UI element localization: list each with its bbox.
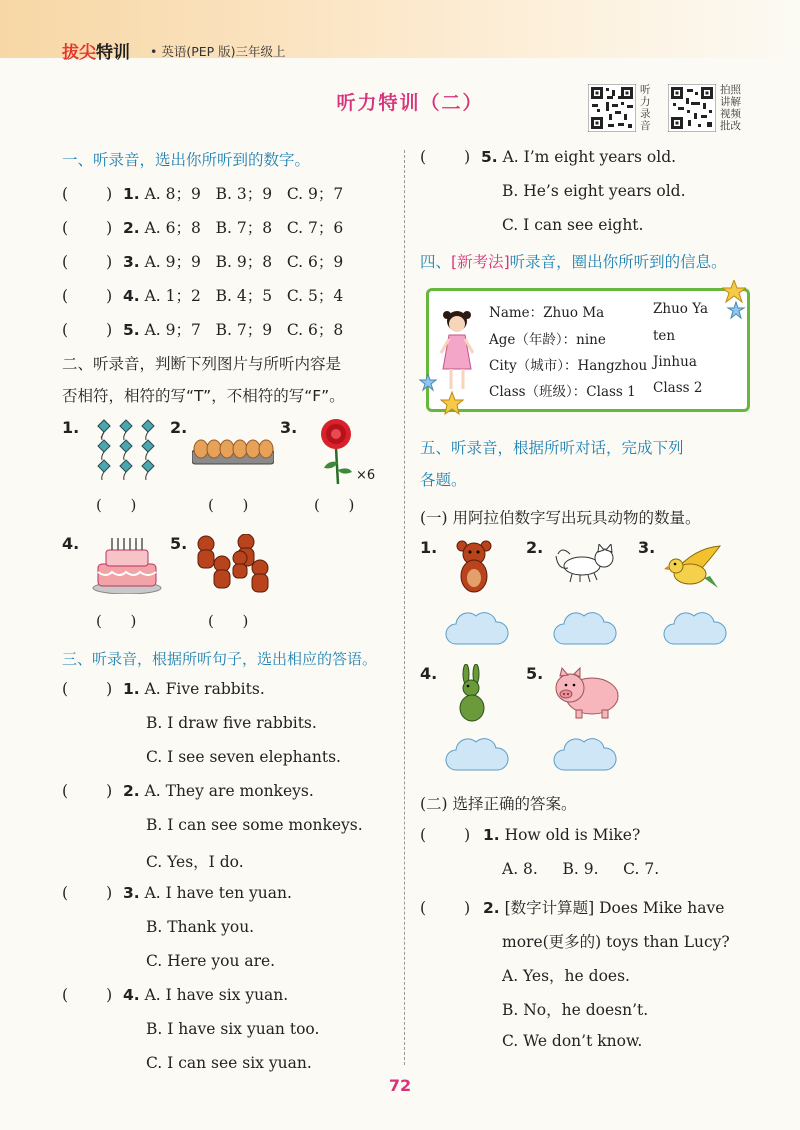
qr-code-icon [668, 84, 716, 132]
question-number: 5. [480, 148, 498, 166]
bears-picture [192, 534, 278, 598]
option-b: B. 9；8 [215, 253, 273, 271]
pic-number: 2. [170, 418, 188, 437]
section4-prefix: 四、 [420, 253, 452, 271]
question-text-line2: more(更多的) toys than Lucy? [502, 933, 730, 951]
option-a: A. They are monkeys. [144, 782, 314, 800]
option-c: C. I can see six yuan. [146, 1054, 312, 1072]
qr-code-video[interactable] [668, 84, 716, 132]
info-card [426, 288, 750, 412]
card-name-alt[interactable]: Zhuo Ya [653, 301, 709, 317]
page-title: 听力特训（二） [336, 92, 484, 114]
answer-cloud[interactable] [552, 612, 618, 648]
option-a: A. 8；9 [144, 185, 201, 203]
option-b: B. I draw five rabbits. [146, 714, 317, 732]
star-icon [418, 374, 464, 418]
answer-blank[interactable]: ( ) [314, 496, 355, 514]
answer-cloud[interactable] [444, 738, 510, 774]
answer-blank[interactable]: ( ) [420, 148, 471, 166]
cake-picture [92, 536, 162, 594]
pic-number: 2. [526, 538, 544, 557]
option-a: A. 8. [502, 860, 538, 878]
option-b: B. No，he doesn’t. [502, 1001, 649, 1019]
answer-cloud[interactable] [552, 738, 618, 774]
brand-logo [62, 38, 130, 63]
option-c: C. 6；9 [286, 253, 344, 271]
answer-blank[interactable]: ( ) [420, 899, 471, 917]
question-number: 1. [122, 185, 140, 203]
option-b: B. Thank you. [146, 918, 255, 936]
answer-blank[interactable]: ( ) [62, 287, 113, 305]
bird-picture [664, 542, 726, 592]
question-number: 3. [122, 253, 140, 271]
part2-q1-options [502, 860, 659, 878]
option-c: C. Here you are. [146, 952, 276, 970]
answer-cloud[interactable] [444, 612, 510, 648]
s3-q2 [62, 782, 314, 800]
card-name-label: Name：Zhuo Ma [489, 305, 605, 321]
qr-code-icon [588, 84, 636, 132]
option-b: B. 4；5 [215, 287, 273, 305]
bear-picture [454, 540, 494, 594]
cat-picture [552, 544, 618, 584]
card-age-label: Age（年龄）：nine [489, 332, 606, 348]
option-a: A. 9；9 [144, 253, 201, 271]
option-b: B. 9. [562, 860, 599, 878]
qr-label-audio: 听力录音 [640, 84, 651, 132]
question-number: 3. [122, 884, 140, 902]
option-c: C. I can see eight. [502, 216, 644, 234]
card-city-label: City（城市）：Hangzhou [489, 358, 648, 374]
option-b: B. I have six yuan too. [146, 1020, 320, 1038]
qr-label-video-text: 拍照讲解视频批改 [720, 84, 741, 132]
option-a: A. I have six yuan. [144, 986, 289, 1004]
option-b: B. I can see some monkeys. [146, 816, 363, 834]
answer-blank[interactable]: ( ) [208, 612, 249, 630]
answer-blank[interactable]: ( ) [62, 986, 113, 1004]
rabbit-picture [452, 664, 492, 724]
answer-blank[interactable]: ( ) [62, 884, 113, 902]
card-class-alt[interactable]: Class 2 [653, 380, 703, 396]
option-a: A. 1；2 [144, 287, 201, 305]
star-icon [722, 280, 746, 320]
part2-q1 [420, 826, 640, 844]
question-number: 2. [482, 899, 500, 917]
answer-blank[interactable]: ( ) [96, 612, 137, 630]
part1-heading: (一) 用阿拉伯数字写出玩具动物的数量。 [420, 509, 701, 527]
book-subject: • 英语(PEP 版)三年级上 [150, 44, 286, 59]
pic-number: 5. [526, 664, 544, 683]
question-number: 4. [122, 287, 140, 305]
flower-count-note: ×6 [356, 468, 376, 483]
section4-heading-text: 听录音，圈出你所听到的信息。 [509, 253, 727, 271]
brand-part1: 拔尖 [62, 43, 96, 63]
flower-picture [314, 418, 358, 486]
option-c: C. Yes，I do. [146, 853, 244, 871]
option-a: A. 6；8 [144, 219, 201, 237]
option-c: C. 7；6 [286, 219, 344, 237]
card-class-label: Class（班级）：Class 1 [489, 384, 636, 400]
eggs-picture [192, 436, 274, 466]
s3-q4 [62, 986, 288, 1004]
answer-blank[interactable]: ( ) [96, 496, 137, 514]
calculation-tag: [数字计算题] [504, 899, 595, 917]
column-divider [404, 150, 405, 1065]
page-number: 72 [388, 1076, 412, 1095]
s1-item-3 [62, 250, 343, 272]
question-number: 2. [122, 219, 140, 237]
answer-blank[interactable]: ( ) [62, 185, 113, 203]
part2-q2 [420, 896, 724, 918]
answer-blank[interactable]: ( ) [62, 253, 113, 271]
card-age-alt[interactable]: ten [653, 328, 676, 344]
answer-blank[interactable]: ( ) [62, 219, 113, 237]
option-a: A. I have ten yuan. [144, 884, 292, 902]
section3-heading: 三、听录音，根据所听句子，选出相应的答语。 [62, 650, 378, 668]
answer-blank[interactable]: ( ) [62, 321, 113, 339]
pic-number: 3. [638, 538, 656, 557]
qr-code-audio[interactable] [588, 84, 636, 132]
s1-item-4 [62, 284, 343, 306]
answer-blank[interactable]: ( ) [62, 782, 113, 800]
kites-picture [96, 418, 162, 482]
question-number: 4. [122, 986, 140, 1004]
section5-heading-line1: 五、听录音，根据所听对话，完成下列 [420, 439, 684, 457]
section5-heading-line2: 各题。 [420, 471, 467, 489]
option-a: A. 9；7 [144, 321, 201, 339]
card-city-alt[interactable]: Jinhua [653, 354, 697, 370]
s3-q5 [420, 148, 676, 166]
s1-item-2 [62, 216, 343, 238]
question-number: 1. [122, 680, 140, 698]
option-b: B. 3；9 [215, 185, 273, 203]
section4-heading [420, 250, 727, 272]
qr-label-video [720, 84, 752, 132]
option-a: A. I’m eight years old. [502, 148, 677, 166]
option-c: C. I see seven elephants. [146, 748, 341, 766]
pic-number: 5. [170, 534, 188, 553]
section2-heading-line1: 二、听录音，判断下列图片与所听内容是 [62, 355, 342, 373]
s1-item-5 [62, 318, 343, 340]
option-c: C. We don’t know. [502, 1032, 643, 1050]
s3-q3 [62, 884, 292, 902]
pig-picture [550, 666, 622, 720]
option-a: A. Five rabbits. [144, 680, 265, 698]
option-c: C. 5；4 [286, 287, 344, 305]
s3-q1 [62, 680, 265, 698]
answer-cloud[interactable] [662, 612, 728, 648]
option-c: C. 9；7 [286, 185, 344, 203]
pic-number: 1. [420, 538, 438, 557]
pic-number: 4. [420, 664, 438, 683]
pic-number: 4. [62, 534, 80, 553]
question-number: 2. [122, 782, 140, 800]
question-number: 5. [122, 321, 140, 339]
question-text: How old is Mike? [504, 826, 641, 844]
option-b: B. He’s eight years old. [502, 182, 686, 200]
s1-item-1 [62, 182, 343, 204]
section1-heading: 一、听录音，选出你所听到的数字。 [62, 151, 311, 169]
option-a: A. Yes，he does. [502, 967, 630, 985]
option-c: C. 7. [623, 860, 660, 878]
new-method-tag: [新考法] [451, 253, 510, 271]
pic-number: 3. [280, 418, 298, 437]
answer-blank[interactable]: ( ) [208, 496, 249, 514]
answer-blank[interactable]: ( ) [62, 680, 113, 698]
section2-heading-line2: 否相符，相符的写“T”，不相符的写“F”。 [62, 387, 345, 405]
answer-blank[interactable]: ( ) [420, 826, 471, 844]
option-b: B. 7；9 [215, 321, 273, 339]
part2-heading: (二) 选择正确的答案。 [420, 795, 577, 813]
question-number: 1. [482, 826, 500, 844]
question-text: Does Mike have [599, 899, 725, 917]
pic-number: 1. [62, 418, 80, 437]
brand-part2: 特训 [96, 43, 130, 63]
option-b: B. 7；8 [215, 219, 273, 237]
option-c: C. 6；8 [286, 321, 344, 339]
